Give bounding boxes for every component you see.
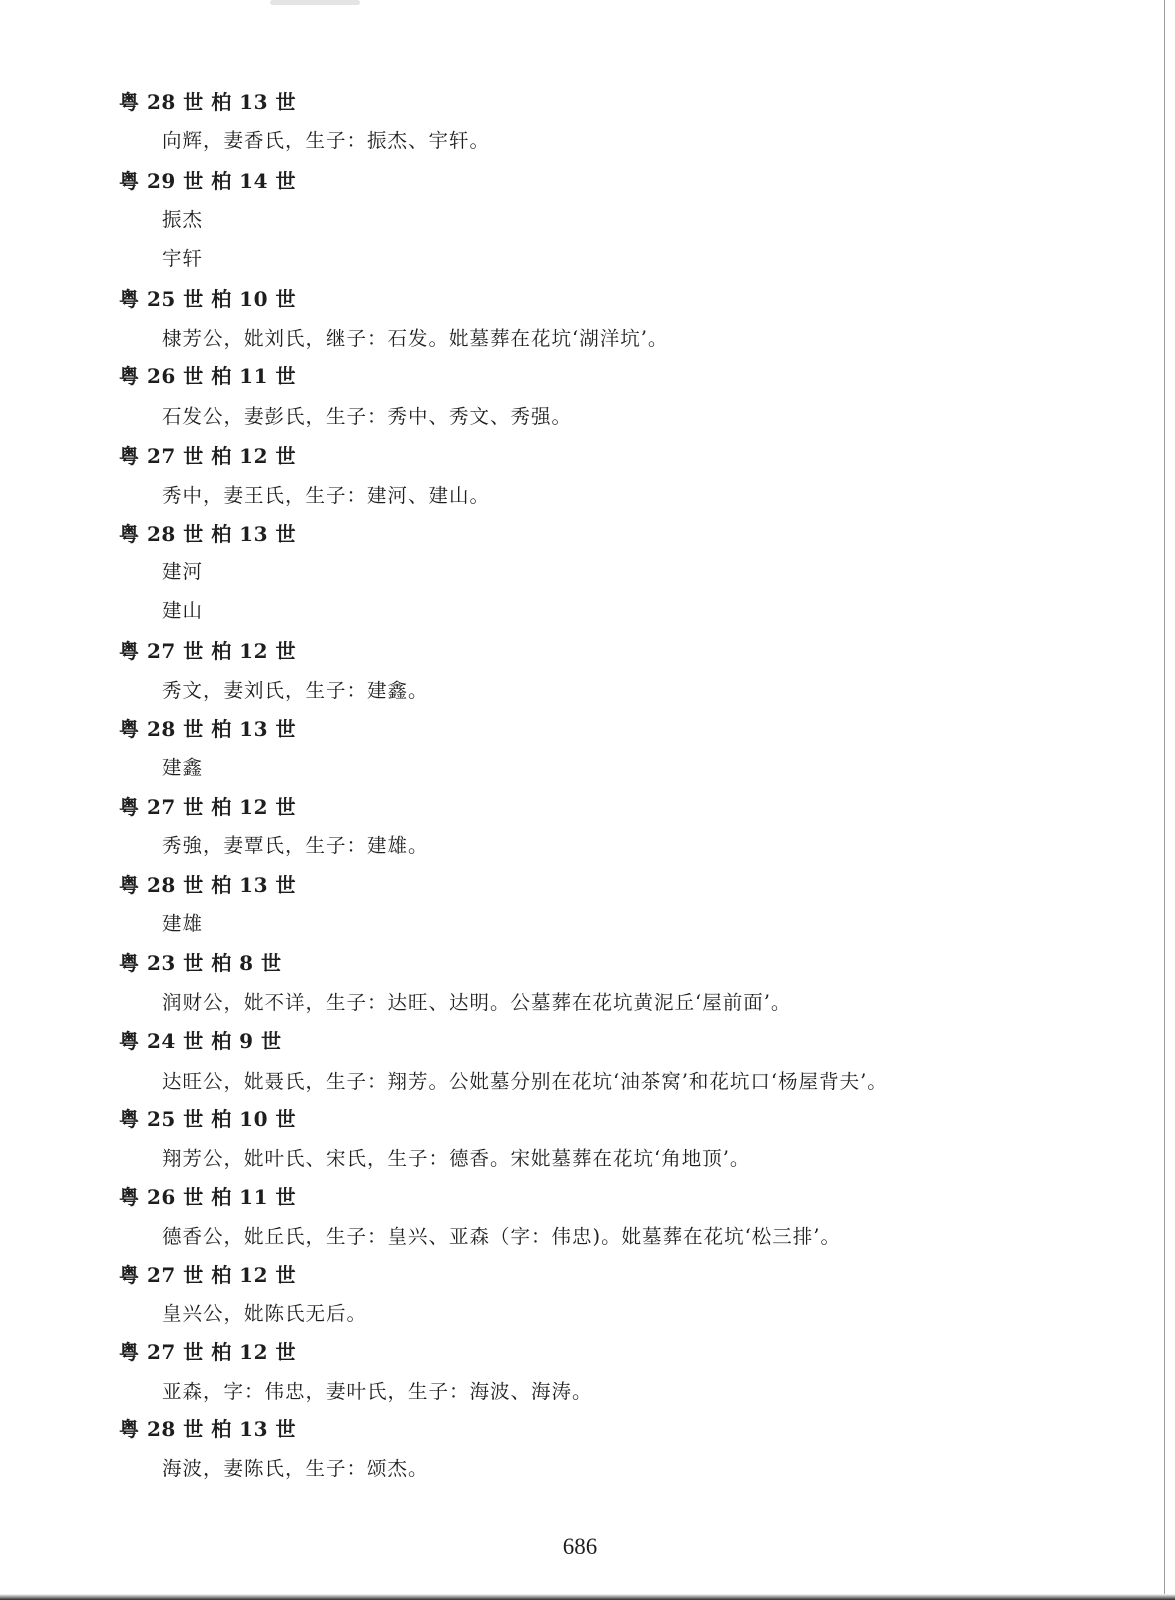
generation-heading: 粤 23 世 柏 8 世 <box>119 951 282 975</box>
genealogy-entry: 建鑫 <box>162 756 204 779</box>
genealogy-entry: 建山 <box>162 599 204 622</box>
generation-heading: 粤 25 世 柏 10 世 <box>119 287 296 311</box>
generation-heading: 粤 28 世 柏 13 世 <box>119 717 296 741</box>
genealogy-entry: 翔芳公，妣叶氏、宋氏，生子：德香。宋妣墓葬在花坑‘角地顶’。 <box>162 1147 751 1170</box>
scan-artifact-top <box>270 0 360 5</box>
page-edge <box>1164 0 1165 1600</box>
genealogy-entry: 石发公，妻彭氏，生子：秀中、秀文、秀强。 <box>162 405 573 428</box>
genealogy-entry: 皇兴公，妣陈氏无后。 <box>162 1302 368 1325</box>
genealogy-entry: 润财公，妣不详，生子：达旺、达明。公墓葬在花坑黄泥丘‘屋前面’。 <box>162 991 792 1014</box>
genealogy-entry: 亚森，字：伟忠，妻叶氏，生子：海波、海涛。 <box>162 1380 593 1403</box>
genealogy-entry: 建雄 <box>162 912 204 935</box>
genealogy-entry: 秀文，妻刘氏，生子：建鑫。 <box>162 679 429 702</box>
genealogy-entry: 向辉，妻香氏，生子：振杰、宇轩。 <box>162 129 491 152</box>
generation-heading: 粤 27 世 柏 12 世 <box>119 1340 296 1364</box>
generation-heading: 粤 28 世 柏 13 世 <box>119 1417 296 1441</box>
generation-heading: 粤 28 世 柏 13 世 <box>119 873 296 897</box>
genealogy-entry: 海波，妻陈氏，生子：颂杰。 <box>162 1457 429 1480</box>
generation-heading: 粤 28 世 柏 13 世 <box>119 522 296 546</box>
generation-heading: 粤 27 世 柏 12 世 <box>119 795 296 819</box>
genealogy-entry: 秀強，妻覃氏，生子：建雄。 <box>162 834 429 857</box>
genealogy-entry: 棣芳公，妣刘氏，继子：石发。妣墓葬在花坑‘湖洋坑’。 <box>162 327 669 350</box>
scan-artifact-bottom <box>0 1594 1175 1600</box>
genealogy-entry: 宇轩 <box>162 247 204 270</box>
genealogy-entry: 秀中，妻王氏，生子：建河、建山。 <box>162 484 491 507</box>
generation-heading: 粤 25 世 柏 10 世 <box>119 1107 296 1131</box>
genealogy-entry: 达旺公，妣聂氏，生子：翔芳。公妣墓分别在花坑‘油茶窝’和花坑口‘杨屋背夫’。 <box>162 1070 888 1093</box>
generation-heading: 粤 27 世 柏 12 世 <box>119 444 296 468</box>
generation-heading: 粤 28 世 柏 13 世 <box>119 90 296 114</box>
generation-heading: 粤 26 世 柏 11 世 <box>119 364 296 388</box>
genealogy-entry: 建河 <box>162 560 204 583</box>
generation-heading: 粤 27 世 柏 12 世 <box>119 1263 296 1287</box>
genealogy-entry: 振杰 <box>162 208 204 231</box>
generation-heading: 粤 27 世 柏 12 世 <box>119 639 296 663</box>
generation-heading: 粤 26 世 柏 11 世 <box>119 1185 296 1209</box>
generation-heading: 粤 24 世 柏 9 世 <box>119 1029 282 1053</box>
page-number: 686 <box>562 1534 598 1559</box>
generation-heading: 粤 29 世 柏 14 世 <box>119 169 296 193</box>
genealogy-entry: 德香公，妣丘氏，生子：皇兴、亚森（字：伟忠)。妣墓葬在花坑‘松三排’。 <box>162 1225 842 1248</box>
